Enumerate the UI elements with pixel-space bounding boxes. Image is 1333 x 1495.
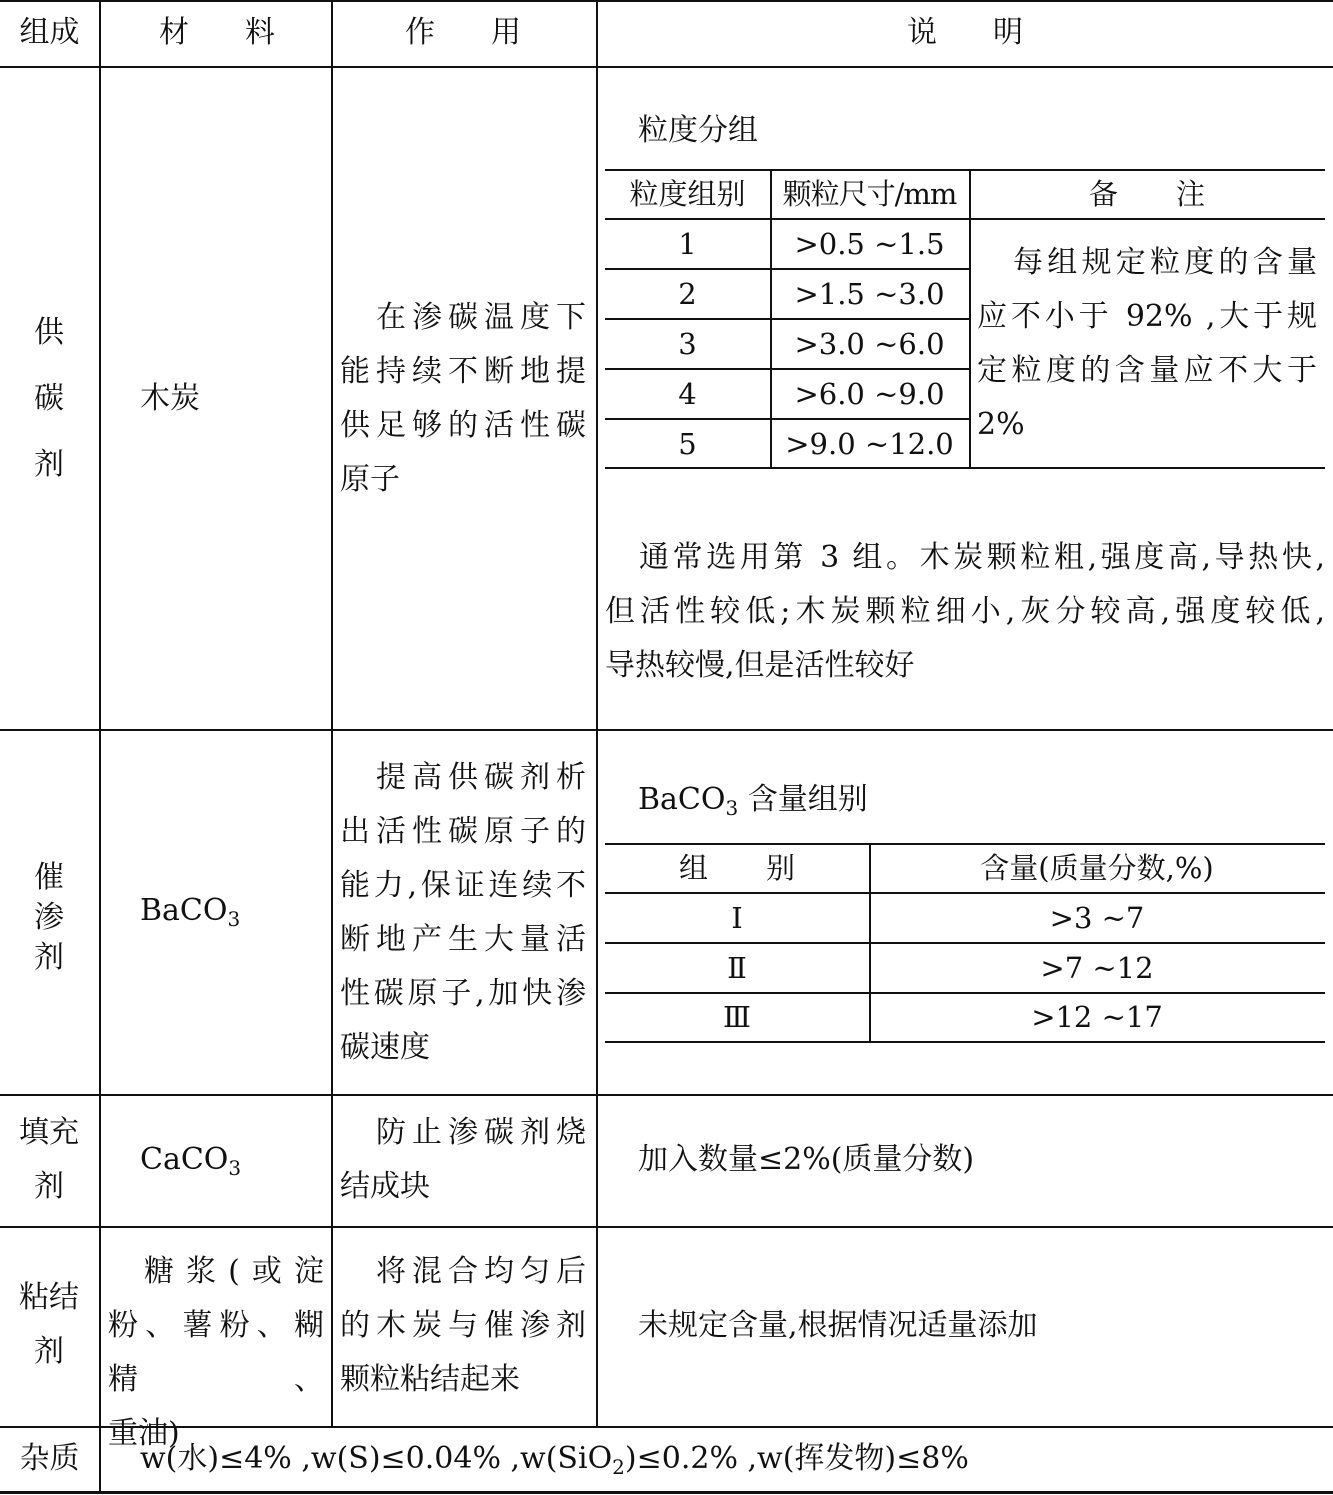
header-function: 作用 (405, 15, 577, 50)
sub2-row-3-group: Ⅲ (723, 1000, 751, 1034)
sub1-row-1-group: 1 (678, 227, 697, 261)
sub1-header-group: 粒度组别 (629, 177, 746, 211)
sub2-row-2-group: Ⅱ (727, 951, 747, 985)
col-divider-2 (331, 0, 333, 1426)
rule-row3-bottom (0, 1226, 1333, 1228)
rule-row1-bottom (0, 729, 1333, 731)
row5-text: w(水)≤4% ,w(S)≤0.04% ,w(SiO$_2$)≤0.2% ,w(挥发物)≤8% (140, 1441, 969, 1479)
header-description: 说明 (907, 15, 1079, 50)
row2-subtable-title: BaCO$_3$ 含量组别 (638, 782, 868, 820)
rule-header-bottom (0, 66, 1333, 68)
sub1-row-3-group: 3 (678, 327, 697, 361)
sub1-row-4-size: >6.0 ~9.0 (794, 377, 945, 411)
row4-note: 未规定含量,根据情况适量添加 (638, 1308, 1038, 1343)
col-divider-1 (99, 0, 101, 1426)
row1-function: 在渗碳温度下 能持续不断地提 供足够的活性碳 原子 (340, 300, 586, 497)
sub1-remark: 每组规定粒度的含量 应不小于 92% ,大于规 定粒度的含量应不大于 2% (977, 245, 1317, 442)
row1-material: 木炭 (140, 381, 200, 416)
sub2-row-1-group: Ⅰ (731, 901, 743, 935)
sub2-row-3-content: >12 ~17 (1031, 1000, 1163, 1034)
rule-row2-bottom (0, 1094, 1333, 1096)
header-composition: 组成 (19, 15, 80, 50)
row2-group: 催 渗 剂 (34, 860, 64, 975)
sub2-header-content: 含量(质量分数,%) (980, 851, 1214, 885)
sub1-row-5-size: >9.0 ~12.0 (785, 427, 954, 461)
sub2-row-1-content: >3 ~7 (1049, 901, 1145, 935)
col-divider-3 (596, 0, 598, 1426)
row3-material: CaCO$_3$ (140, 1142, 242, 1180)
sub1-row-2-size: >1.5 ~3.0 (794, 277, 945, 311)
sub2-rule-bottom (605, 1041, 1325, 1043)
row3-function: 防止渗碳剂烧 结成块 (340, 1115, 586, 1204)
sub1-header-size: 颗粒尺寸/mm (782, 177, 957, 211)
row1-note: 通常选用第 3 组。木炭颗粒粗,强度高,导热快, 但活性较低;木炭颗粒细小,灰分较高,强度较低, 导热较慢,但是活性较好 (605, 540, 1325, 683)
row1-group: 供 碳 剂 (34, 315, 64, 482)
sub1-row-3-size: >3.0 ~6.0 (794, 327, 945, 361)
row4-group: 粘结 剂 (19, 1280, 79, 1369)
sub1-row-1-size: >0.5 ~1.5 (794, 227, 945, 261)
row5-group: 杂质 (19, 1441, 80, 1476)
col-divider-last-row (99, 1426, 101, 1492)
sub1-header-remark: 备 注 (1088, 177, 1205, 211)
header-material: 材料 (159, 15, 331, 50)
row4-function: 将混合均匀后 的木炭与催渗剂 颗粒粘结起来 (340, 1254, 586, 1397)
sub2-row-2-content: >7 ~12 (1040, 951, 1154, 985)
row2-material: BaCO$_3$ (140, 893, 241, 931)
row1-subtable-title: 粒度分组 (638, 113, 758, 148)
sub1-row-5-group: 5 (678, 427, 697, 461)
sub1-row-4-group: 4 (678, 377, 697, 411)
sub1-row-2-group: 2 (678, 277, 697, 311)
sub2-header-group: 组 别 (678, 851, 795, 885)
row3-group: 填充 剂 (19, 1115, 79, 1204)
row3-note: 加入数量≤2%(质量分数) (638, 1142, 975, 1177)
row2-function: 提高供碳剂析 出活性碳原子的 能力,保证连续不 断地产生大量活 性碳原子,加快渗 碳速度 (340, 760, 586, 1065)
row4-material: 糖浆(或淀 粉、薯粉、糊精、 重油) (108, 1254, 324, 1451)
